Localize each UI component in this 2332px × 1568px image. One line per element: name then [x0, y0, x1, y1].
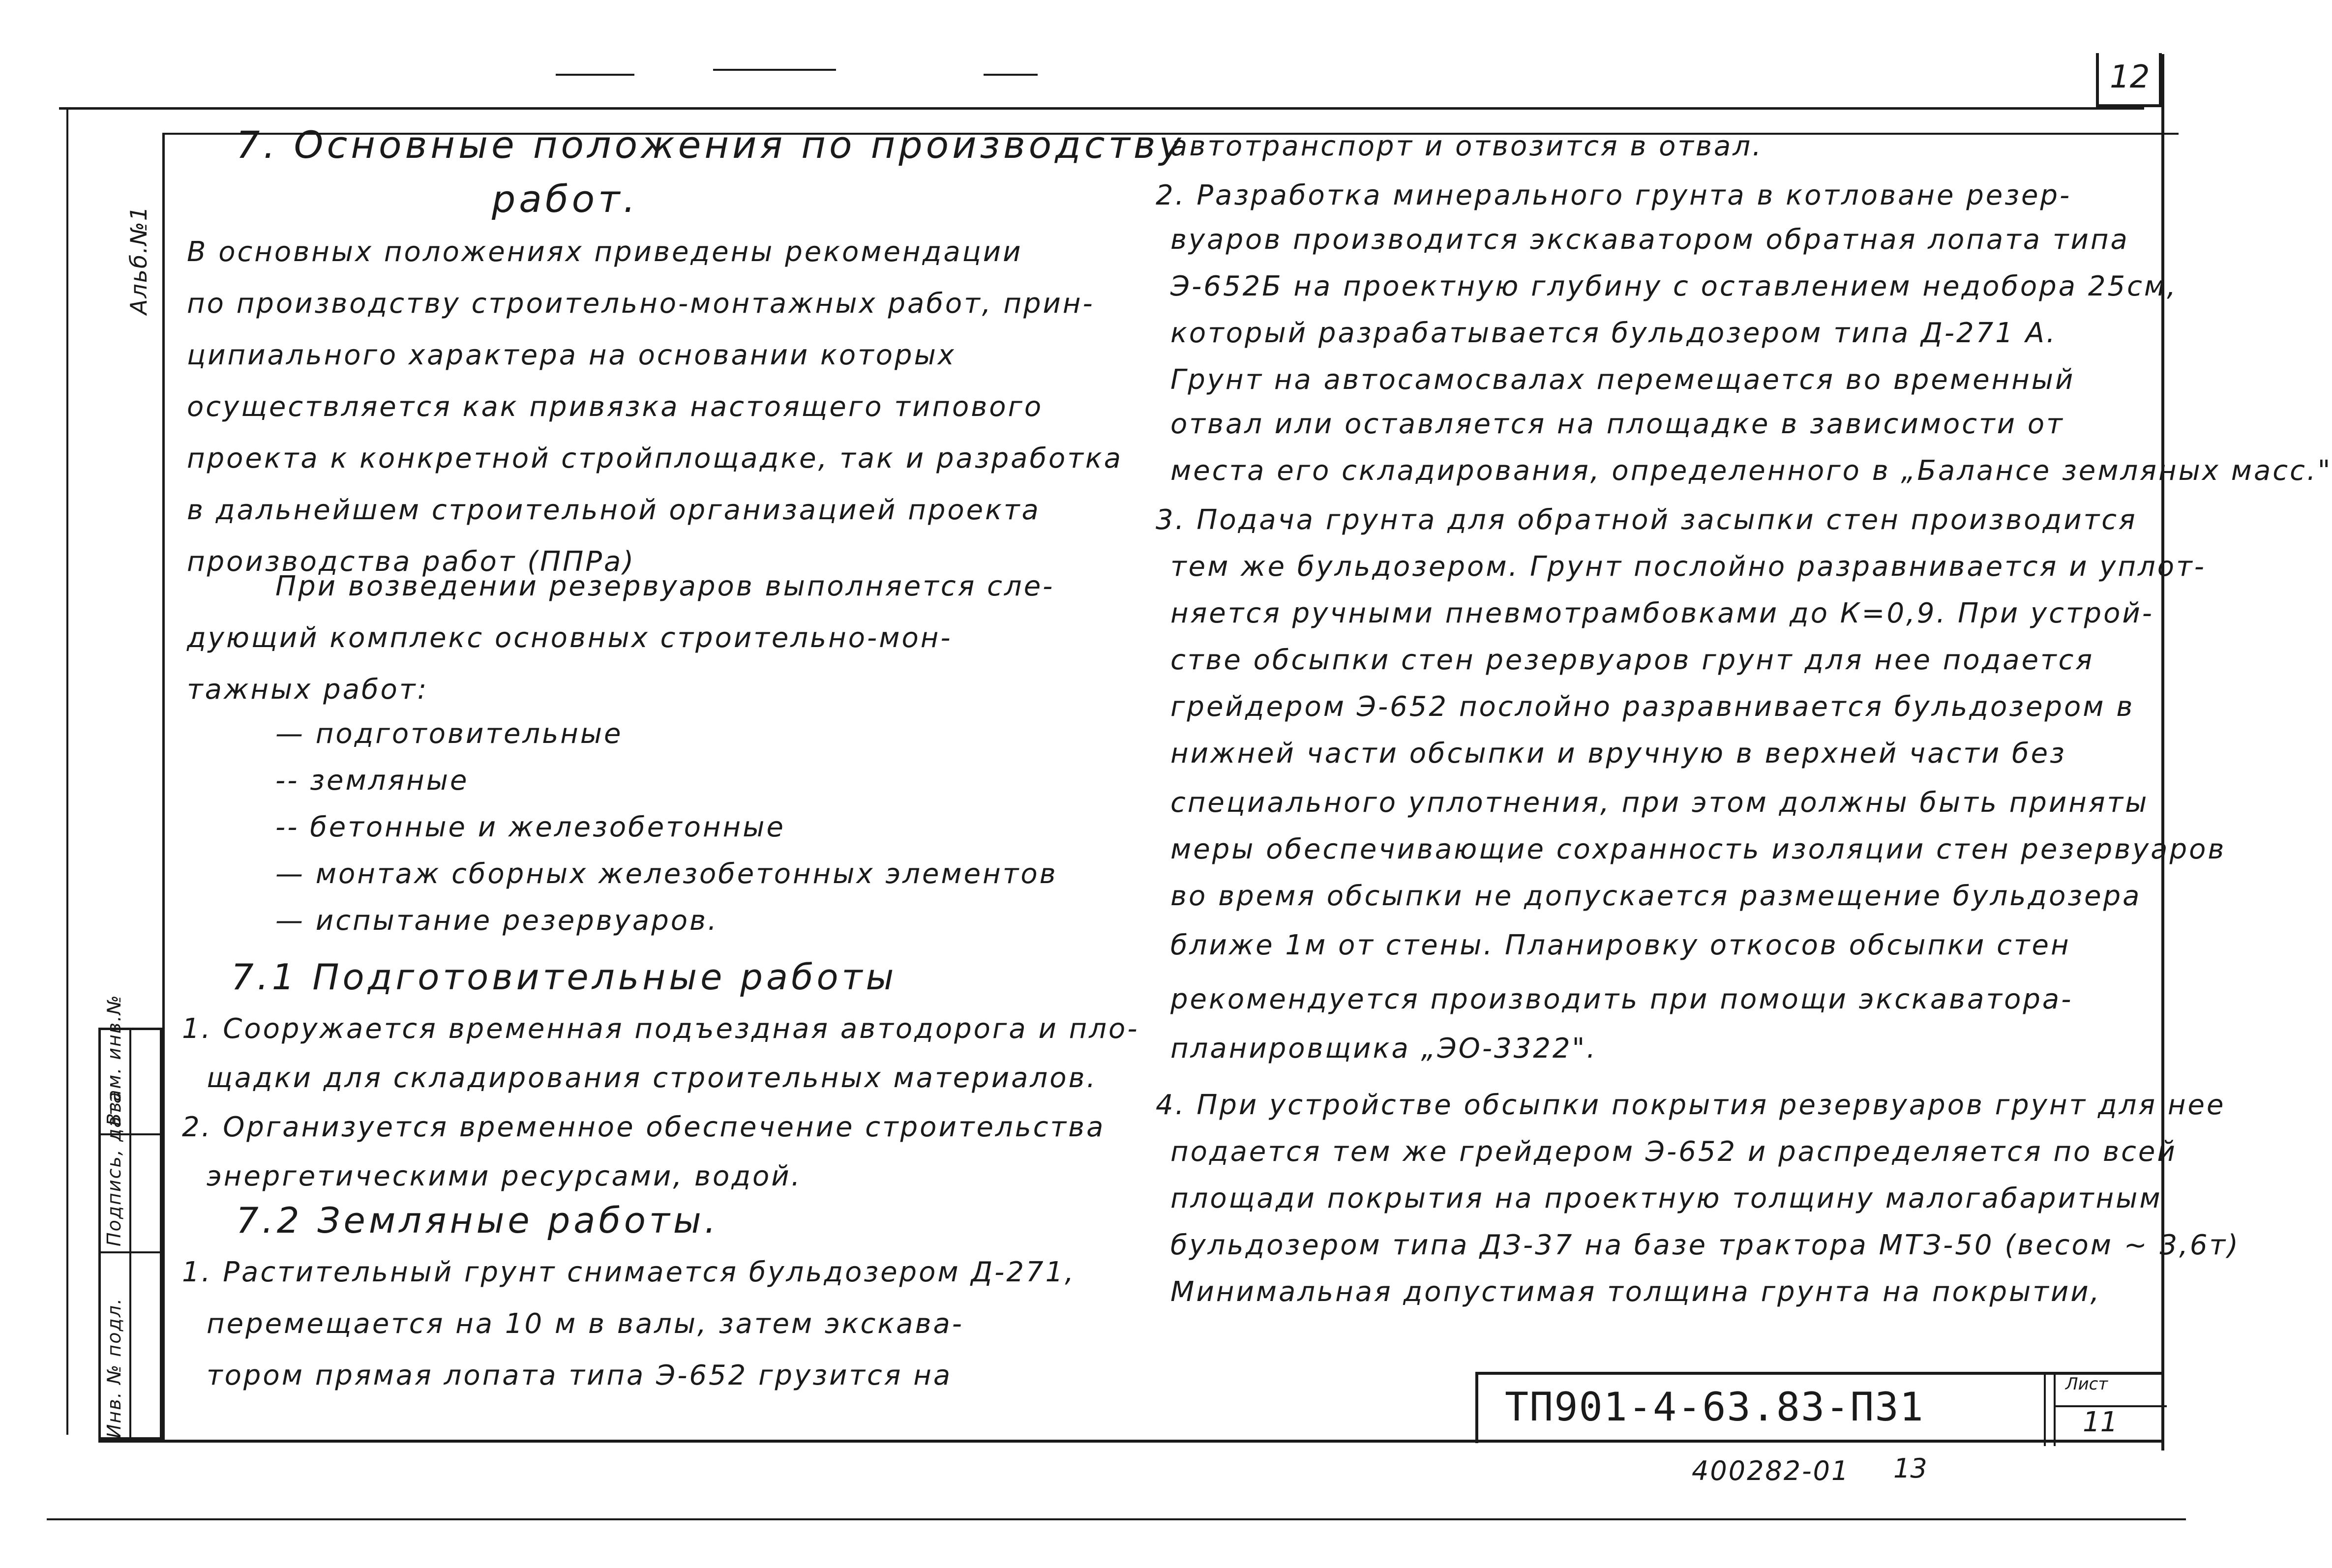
stamp-divider-v	[129, 1030, 131, 1437]
section-71-line: 2. Организуется временное обеспечение строительства	[182, 1111, 1106, 1143]
right-line: 4. При устройстве обсыпки покрытия резервуаров грунт для нее	[1156, 1089, 2226, 1121]
section-72-line: 1. Растительный грунт снимается бульдозером Д-271,	[182, 1256, 1076, 1288]
right-line: Грунт на автосамосвалах перемещается во временный	[1170, 364, 2075, 396]
right-line: нижней части обсыпки и вручную в верхней части без	[1170, 738, 2066, 769]
works-list-item: -- земляные	[275, 765, 469, 797]
right-line: ближе 1м от стены. Планировку откосов обсыпки стен	[1170, 929, 2071, 961]
right-line: автотранспорт и отвозится в отвал.	[1170, 130, 1763, 162]
top-dash-1	[556, 74, 634, 76]
inventory-suffix: 13	[1893, 1453, 1927, 1484]
section-72-line: тором прямая лопата типа Э-652 грузится на	[207, 1360, 953, 1391]
right-line: тем же бульдозером. Грунт послойно разравнивается и уплот-	[1170, 551, 2206, 583]
works-list-item: — подготовительные	[275, 718, 623, 750]
stamp-label-replace: Взам. инв.№	[103, 994, 125, 1126]
section-71-title: 7.1 Подготовительные работы	[231, 956, 897, 998]
right-line: подается тем же грейдером Э-652 и распределяется по всей	[1170, 1136, 2177, 1168]
frame-inner-left	[162, 133, 165, 1441]
intro-line: по производству строительно-монтажных работ, прин-	[187, 288, 1095, 320]
section-72-line: перемещается на 10 м в валы, затем экскава-	[207, 1308, 964, 1340]
right-line: 3. Подача грунта для обратной засыпки стен производится	[1156, 504, 2137, 536]
section-72-title: 7.2 Земляные работы.	[236, 1200, 719, 1241]
right-line: Э-652Б на проектную глубину с оставлением недобора 25см,	[1170, 270, 2178, 302]
title-block-divider-inner	[2054, 1375, 2056, 1446]
title-block-divider	[2044, 1375, 2046, 1446]
sheet-label: Лист	[2065, 1374, 2108, 1394]
right-line: планировщика „ЭО-3322".	[1170, 1033, 1598, 1065]
works-list-item: -- бетонные и железобетонные	[275, 811, 785, 843]
top-scan-line	[59, 107, 2144, 110]
stamp-label-sign: Подпись, дата	[103, 1091, 125, 1246]
right-line: вуаров производится экскаватором обратная лопата типа	[1170, 224, 2129, 256]
complex-line: тажных работ:	[187, 674, 429, 706]
section-71-line: энергетическими ресурсами, водой.	[207, 1160, 802, 1192]
right-line: Минимальная допустимая толщина грунта на покрытии,	[1170, 1276, 2101, 1308]
page-number: 12	[2110, 59, 2150, 95]
intro-line: В основных положениях приведены рекомендации	[187, 236, 1023, 268]
document-code: ТП901-4-63.83-П31	[1505, 1384, 1924, 1430]
right-line: во время обсыпки не допускается размещение бульдозера	[1170, 880, 2142, 912]
right-line: меры обеспечивающие сохранность изоляции стен резервуаров	[1170, 833, 2226, 865]
bottom-scan-line	[47, 1518, 2186, 1520]
right-line: стве обсыпки стен резервуаров грунт для нее подается	[1170, 644, 2094, 676]
inventory-number: 400282-01	[1692, 1455, 1850, 1486]
complex-line: При возведении резервуаров выполняется сле-	[275, 570, 1055, 602]
right-line: грейдером Э-652 послойно разравнивается бульдозером в	[1170, 691, 2135, 723]
stamp-label-inv: Инв. № подл.	[103, 1297, 125, 1438]
album-mark: Альб.№1	[125, 205, 152, 315]
intro-line: осуществляется как привязка настоящего типового	[187, 391, 1044, 423]
right-line: няется ручными пневмотрамбовками до К=0,9. При устрой-	[1170, 597, 2154, 629]
right-line: отвал или оставляется на площадке в зависимости от	[1170, 408, 2064, 440]
works-list-item: — монтаж сборных железобетонных элементов	[275, 858, 1058, 890]
right-line: рекомендуется производить при помощи экскаватора-	[1170, 983, 2073, 1015]
right-line: специального уплотнения, при этом должны быть приняты	[1170, 787, 2149, 819]
right-line: площади покрытия на проектную толщину малогабаритным	[1170, 1183, 2162, 1214]
top-dash-3	[984, 74, 1038, 76]
section-title-line1: 7. Основные положения по производству	[236, 123, 1185, 167]
intro-line: проекта к конкретной стройплощадке, так и разработка	[187, 443, 1123, 474]
works-list-item: — испытание резервуаров.	[275, 905, 718, 937]
sheet-number: 11	[2083, 1406, 2118, 1438]
top-dash-2	[713, 69, 836, 71]
right-line: места его складирования, определенного в „Балансе земляных масс."	[1170, 455, 2332, 487]
right-line: 2. Разработка минерального грунта в котловане резер-	[1156, 179, 2072, 211]
section-title-line2: работ.	[492, 177, 639, 221]
section-71-line: щадки для складирования строительных материалов.	[207, 1062, 1098, 1094]
right-line: который разрабатывается бульдозером типа Д-271 А.	[1170, 317, 2057, 349]
frame-left-edge	[66, 107, 68, 1435]
intro-line: ципиального характера на основании которых	[187, 339, 956, 371]
section-71-line: 1. Сооружается временная подъездная автодорога и пло-	[182, 1013, 1139, 1045]
right-line: бульдозером типа ДЗ-37 на базе трактора МТЗ-50 (весом ~ 3,6т)	[1170, 1229, 2241, 1261]
complex-line: дующий комплекс основных строительно-мон-	[187, 622, 953, 654]
intro-line: в дальнейшем строительной организацией проекта	[187, 494, 1041, 526]
stamp-divider-2	[101, 1251, 160, 1253]
intro-line: производства работ (ППРа)	[187, 546, 636, 578]
